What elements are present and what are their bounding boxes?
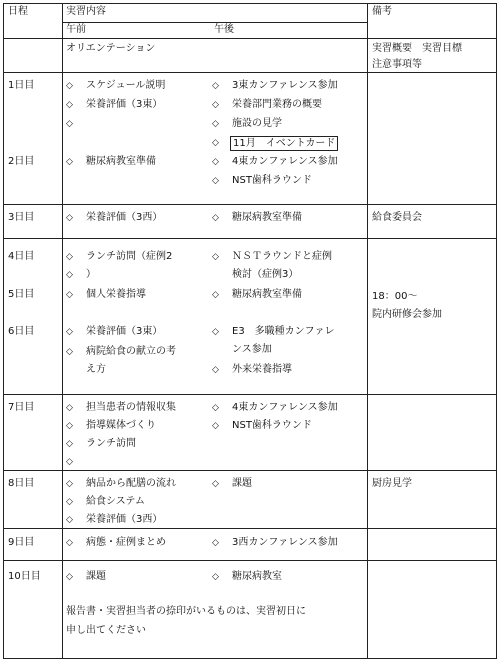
am-item: 栄養評価（3西） bbox=[86, 212, 163, 223]
diamond-icon: ◇ bbox=[212, 176, 219, 186]
am-item: 課題 bbox=[86, 571, 106, 582]
pm-item: 糖尿病教室準備 bbox=[232, 289, 302, 300]
day-label: 7日目 bbox=[8, 402, 35, 413]
pm-item: 施設の見学 bbox=[232, 118, 282, 129]
am-item: スケジュール説明 bbox=[86, 80, 166, 91]
am-item: 指導媒体づくり bbox=[86, 420, 156, 431]
diamond-icon: ◇ bbox=[66, 327, 73, 337]
am-item: ） bbox=[86, 269, 96, 280]
table-border-right bbox=[496, 3, 497, 659]
am-item: ランチ訪問 bbox=[86, 438, 136, 449]
day-label: 9日目 bbox=[8, 537, 35, 548]
day-label: 10日目 bbox=[8, 571, 41, 582]
diamond-icon: ◇ bbox=[212, 327, 219, 337]
table-border-bottom bbox=[3, 658, 497, 659]
row-divider bbox=[3, 470, 497, 471]
header-schedule: 日程 bbox=[8, 6, 28, 17]
footer-note: 申し出てください bbox=[66, 625, 146, 636]
pm-item: 外来栄養指導 bbox=[232, 364, 292, 375]
am-item: 病院給食の献立の考 bbox=[86, 346, 176, 357]
am-item: 糖尿病教室準備 bbox=[86, 156, 156, 167]
orientation-notes-2: 注意事項等 bbox=[372, 59, 422, 70]
pm-item: E3 多職種カンファレ bbox=[232, 326, 335, 337]
diamond-icon: ◇ bbox=[212, 572, 219, 582]
diamond-icon: ◇ bbox=[212, 479, 219, 489]
am-item: え方 bbox=[86, 364, 106, 375]
day-label: 2日目 bbox=[8, 156, 35, 167]
pm-item: ＮＳＴラウンドと症例 bbox=[232, 251, 332, 262]
orientation-title: オリエンテーション bbox=[66, 43, 156, 54]
am-item: 個人栄養指導 bbox=[86, 289, 146, 300]
footer-note: 報告書・実習担当者の捺印がいるものは、実習初日に bbox=[66, 606, 306, 617]
row-divider bbox=[3, 394, 497, 395]
diamond-icon: ◇ bbox=[66, 515, 73, 525]
diamond-icon: ◇ bbox=[212, 538, 219, 548]
pm-item: 栄養部門業務の概要 bbox=[232, 99, 322, 110]
row-divider bbox=[3, 238, 497, 239]
row-divider bbox=[3, 72, 497, 73]
header-notes: 備考 bbox=[372, 6, 392, 17]
diamond-icon: ◇ bbox=[212, 403, 219, 413]
orientation-notes-1: 実習概要 実習目標 bbox=[372, 43, 462, 54]
diamond-icon: ◇ bbox=[66, 572, 73, 582]
notes-item: 給食委員会 bbox=[372, 212, 422, 223]
col-divider bbox=[62, 3, 63, 659]
am-item: ランチ訪問（症例2 bbox=[86, 251, 173, 262]
diamond-icon: ◇ bbox=[66, 252, 73, 262]
am-item: 病態・症例まとめ bbox=[86, 537, 166, 548]
header-pm: 午後 bbox=[214, 24, 234, 35]
col-divider bbox=[367, 3, 368, 659]
am-item: 担当患者の情報収集 bbox=[86, 402, 176, 413]
pm-item: 課題 bbox=[232, 478, 252, 489]
diamond-icon: ◇ bbox=[212, 252, 219, 262]
header-content: 実習内容 bbox=[66, 6, 106, 17]
diamond-icon: ◇ bbox=[66, 479, 73, 489]
diamond-icon: ◇ bbox=[66, 290, 73, 300]
table-border-left bbox=[3, 3, 4, 659]
pm-item: ンス参加 bbox=[232, 344, 272, 355]
diamond-icon: ◇ bbox=[66, 81, 73, 91]
pm-item: 糖尿病教室準備 bbox=[232, 212, 302, 223]
diamond-icon: ◇ bbox=[212, 138, 219, 148]
diamond-icon: ◇ bbox=[212, 81, 219, 91]
event-card-item: 11月 イベントカード bbox=[230, 136, 338, 151]
diamond-icon: ◇ bbox=[66, 538, 73, 548]
pm-item: NST歯科ラウンド bbox=[232, 420, 312, 431]
header-am: 午前 bbox=[66, 24, 86, 35]
diamond-icon: ◇ bbox=[212, 290, 219, 300]
diamond-icon: ◇ bbox=[212, 119, 219, 129]
diamond-icon: ◇ bbox=[66, 157, 73, 167]
row-divider bbox=[3, 204, 497, 205]
notes-item: 院内研修会参加 bbox=[372, 309, 442, 320]
diamond-icon: ◇ bbox=[212, 213, 219, 223]
row-divider bbox=[3, 560, 497, 561]
pm-item: 3西カンファレンス参加 bbox=[232, 537, 338, 548]
pm-item: 3東カンファレンス参加 bbox=[232, 80, 338, 91]
diamond-icon: ◇ bbox=[212, 365, 219, 375]
row-divider bbox=[3, 528, 497, 529]
diamond-icon: ◇ bbox=[212, 100, 219, 110]
notes-item: 18：00～ bbox=[372, 291, 418, 302]
row-divider bbox=[3, 38, 497, 39]
day-label: 1日目 bbox=[8, 80, 35, 91]
diamond-icon: ◇ bbox=[212, 421, 219, 431]
pm-item: 糖尿病教室 bbox=[232, 571, 282, 582]
am-item: 栄養評価（3西） bbox=[86, 514, 163, 525]
day-label: 3日目 bbox=[8, 212, 35, 223]
day-label: 8日目 bbox=[8, 478, 35, 489]
day-label: 4日目 bbox=[8, 251, 35, 262]
diamond-icon: ◇ bbox=[66, 100, 73, 110]
pm-item: 4東カンファレンス参加 bbox=[232, 156, 338, 167]
diamond-icon: ◇ bbox=[66, 213, 73, 223]
pm-item: 4東カンファレンス参加 bbox=[232, 402, 338, 413]
table-border-top bbox=[3, 3, 497, 4]
diamond-icon: ◇ bbox=[66, 457, 73, 467]
am-item: 栄養評価（3東） bbox=[86, 99, 163, 110]
day-label: 6日目 bbox=[8, 326, 35, 337]
pm-item: NST歯科ラウンド bbox=[232, 175, 312, 186]
diamond-icon: ◇ bbox=[66, 403, 73, 413]
diamond-icon: ◇ bbox=[66, 439, 73, 449]
day-label: 5日目 bbox=[8, 289, 35, 300]
diamond-icon: ◇ bbox=[212, 157, 219, 167]
diamond-icon: ◇ bbox=[66, 497, 73, 507]
diamond-icon: ◇ bbox=[66, 347, 73, 357]
am-item: 栄養評価（3東） bbox=[86, 326, 163, 337]
pm-item: 検討（症例3） bbox=[232, 269, 299, 280]
notes-item: 厨房見学 bbox=[372, 478, 412, 489]
am-item: 給食システム bbox=[86, 496, 145, 507]
diamond-icon: ◇ bbox=[66, 119, 73, 129]
diamond-icon: ◇ bbox=[66, 270, 73, 280]
am-item: 納品から配膳の流れ bbox=[86, 478, 176, 489]
diamond-icon: ◇ bbox=[66, 421, 73, 431]
